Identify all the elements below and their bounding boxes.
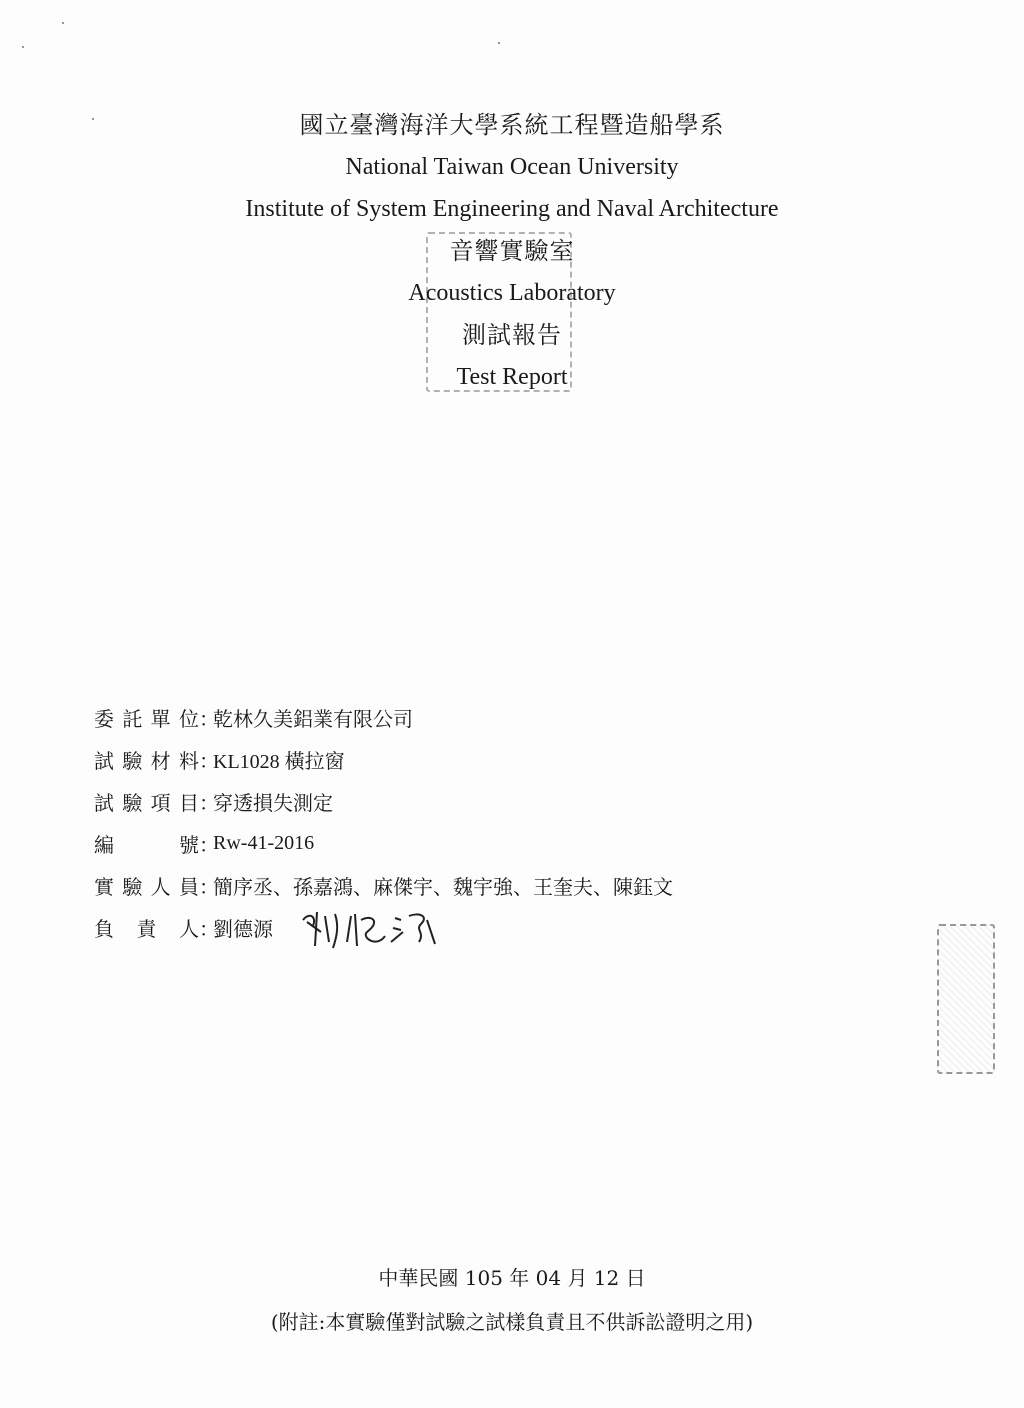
client-field: 委託單位 ： 乾林久美鋁業有限公司 — [94, 696, 914, 738]
lab-name-zh: 音響實驗室 — [449, 237, 575, 265]
field-label: 試驗材料 — [94, 748, 199, 773]
report-title-en: Test Report — [456, 364, 568, 390]
field-label: 編號 — [94, 832, 199, 857]
report-header — [0, 104, 1024, 398]
test-item-field: 試驗項目 ： 穿透損失測定 — [94, 780, 914, 822]
report-title-zh: 測試報告 — [462, 321, 562, 349]
university-name-en: National Taiwan Ocean University — [345, 154, 679, 180]
personnel-field: 實驗人員 ： 簡序丞、孫嘉鴻、麻傑宇、魏宇強、王奎夫、陳鈺文 — [94, 864, 914, 906]
responsible-person-field: 負責人 ： 劉德源 — [94, 906, 914, 948]
field-value: 劉德源 — [213, 918, 273, 941]
institute-name-en: Institute of System Engineering and Naval Architecture — [245, 196, 779, 222]
side-seal-stamp — [937, 924, 995, 1074]
field-value: Rw-41-2016 — [213, 831, 315, 854]
field-label: 實驗人員 — [94, 874, 199, 899]
field-label: 試驗項目 — [94, 790, 199, 815]
department-title-zh: 國立臺灣海洋大學系統工程暨造船學系 — [299, 111, 725, 139]
disclaimer-note: (附註:本實驗僅對試驗之試樣負責且不供訴訟證明之用) — [270, 1310, 754, 1334]
field-value: 簡序丞、孫嘉鴻、麻傑宇、魏宇強、王奎夫、陳鈺文 — [213, 876, 673, 899]
report-date: 中華民國 105 年 04 月 12 日 — [378, 1266, 646, 1290]
material-field: 試驗材料 ： KL1028 橫拉窗 — [94, 738, 914, 780]
field-value: 穿透損失測定 — [213, 792, 333, 815]
handwritten-signature — [295, 902, 455, 952]
field-label: 負責人 — [94, 916, 199, 941]
report-info-fields — [94, 696, 914, 948]
field-value: 乾林久美鋁業有限公司 — [213, 708, 413, 731]
lab-name-en: Acoustics Laboratory — [408, 280, 616, 306]
field-value: KL1028 橫拉窗 — [213, 750, 345, 773]
report-number-field: 編號 ： Rw-41-2016 — [94, 822, 914, 864]
field-label: 委託單位 — [94, 706, 199, 731]
